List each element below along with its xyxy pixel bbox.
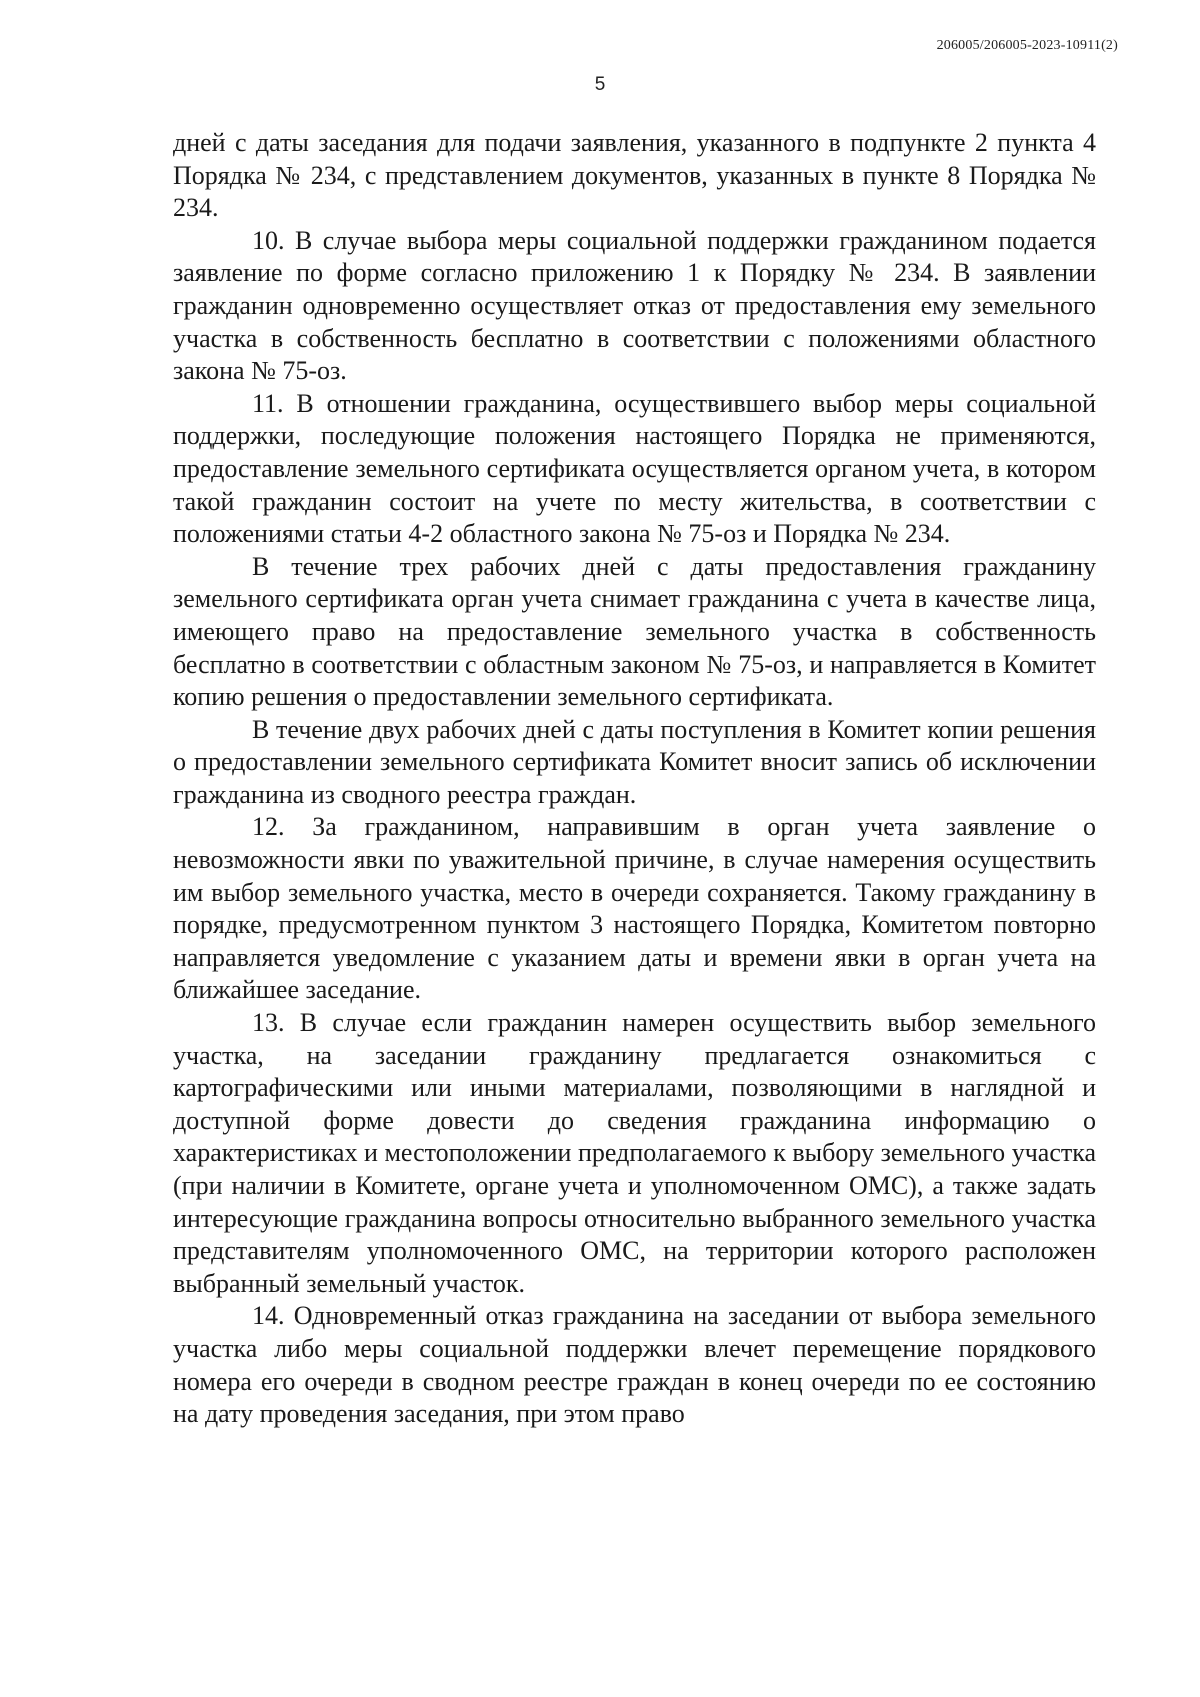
document-body bbox=[173, 127, 1096, 1431]
paragraph-13: 13. В случае если гражданин намерен осуществить выбор земельного участка, на заседании гражданину предлагается ознакомиться с картографическими или иными материалами, позволяющими в наглядной и доступной форме довести до сведения гражданина информацию о характеристиках и местоположении предполагаемого к выбору земельного участка (при наличии в Комитете, органе учета и уполномоченном ОМС), а также задать интересующие гражданина вопросы относительно выбранного земельного участка представителям уполномоченного ОМС, на территории которого расположен выбранный земельный участок. bbox=[173, 1008, 1096, 1298]
paragraph-14: 14. Одновременный отказ гражданина на заседании от выбора земельного участка либо меры социальной поддержки влечет перемещение порядкового номера его очереди в сводном реестре граждан в конец очереди по ее состоянию на дату проведения заседания, при этом право bbox=[173, 1301, 1096, 1429]
paragraph-11-deregistration: В течение трех рабочих дней с даты предоставления гражданину земельного сертификата орган учета снимает гражданина с учета в качестве лица, имеющего право на предоставление земельного участка в собственность бесплатно в соответствии с областным законом № 75-оз, и направляется в Комитет копию решения о предоставлении земельного сертификата. bbox=[173, 551, 1096, 712]
document-id: 206005/206005-2023-10911(2) bbox=[936, 38, 1118, 53]
paragraph-11: 11. В отношении гражданина, осуществившего выбор меры социальной поддержки, последующие положения настоящего Порядка не применяются, предоставление земельного сертификата осуществляется органом учета, в котором такой гражданин состоит на учете по месту жительства, в соответствии с положениями статьи 4-2 областного закона № 75-оз и Порядка № 234. bbox=[173, 388, 1096, 549]
paragraph-10: 10. В случае выбора меры социальной поддержки гражданином подается заявление по форме согласно приложению 1 к Порядку № 234. В заявлении гражданин одновременно осуществляет отказ от предоставления ему земельного участка в собственность бесплатно в соответствии с положениями областного закона № 75-оз. bbox=[173, 225, 1096, 386]
page-number: 5 bbox=[594, 74, 606, 95]
paragraph-continuation: дней с даты заседания для подачи заявления, указанного в подпункте 2 пункта 4 Порядка № 234, с представлением документов, указанных в пункте 8 Порядка № 234. bbox=[173, 128, 1096, 223]
paragraph-11-registry-exclusion: В течение двух рабочих дней с даты поступления в Комитет копии решения о предоставлении земельного сертификата Комитет вносит запись об исключении гражданина из сводного реестра граждан. bbox=[173, 714, 1096, 809]
paragraph-12: 12. За гражданином, направившим в орган учета заявление о невозможности явки по уважительной причине, в случае намерения осуществить им выбор земельного участка, место в очереди сохраняется. Такому гражданину в порядке, предусмотренном пунктом 3 настоящего Порядка, Комитетом повторно направляется уведомление с указанием даты и времени явки в орган учета на ближайшее заседание. bbox=[173, 812, 1096, 1005]
